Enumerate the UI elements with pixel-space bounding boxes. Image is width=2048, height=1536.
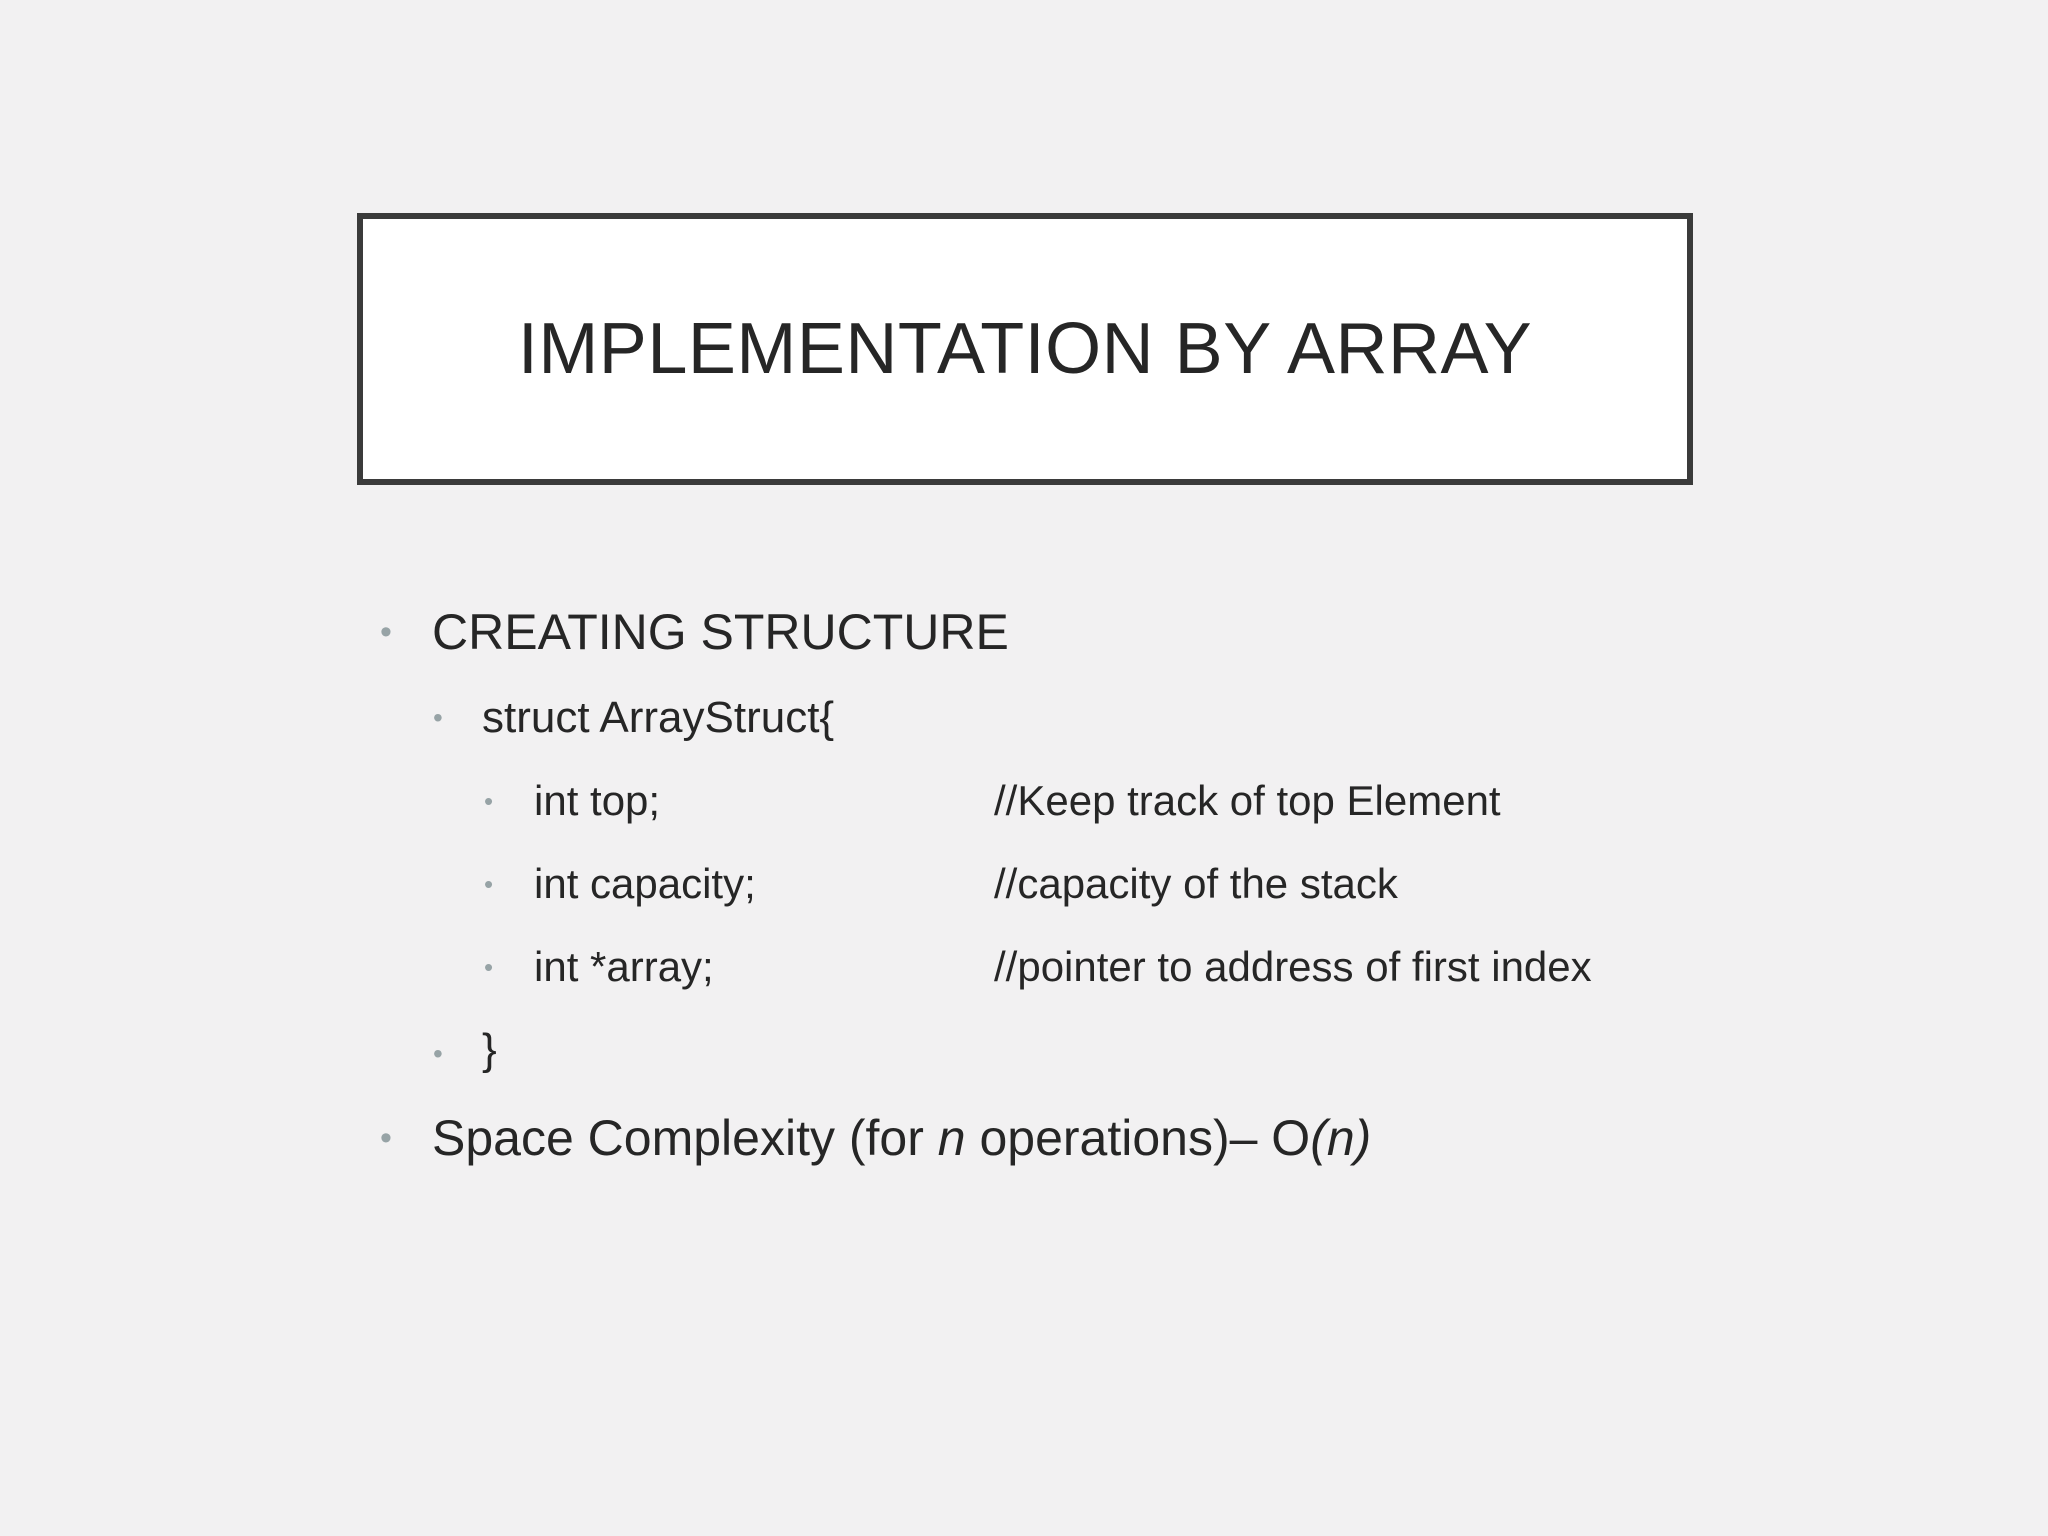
- bullet-space-complexity: [432, 1109, 1371, 1167]
- slide-title: IMPLEMENTATION BY ARRAY: [517, 309, 1533, 389]
- field-comment-capacity: //capacity of the stack: [994, 860, 1398, 907]
- bullet-struct-close: }: [482, 1025, 497, 1074]
- bullet-dot: •: [484, 869, 494, 899]
- bullet-creating-structure: CREATING STRUCTURE: [432, 604, 1009, 660]
- title-box: [357, 213, 1693, 485]
- bullet-dot: •: [433, 1038, 443, 1069]
- field-code-top: int top;: [534, 777, 661, 824]
- space-complexity-middle: operations)– O: [965, 1110, 1311, 1166]
- bullet-struct-open: struct ArrayStruct{: [482, 693, 835, 742]
- field-comment-top: //Keep track of top Element: [994, 777, 1501, 824]
- bullet-dot: •: [484, 952, 494, 982]
- bullet-dot: •: [380, 1119, 392, 1157]
- space-complexity-var: n: [937, 1110, 966, 1166]
- field-comment-array: //pointer to address of first index: [994, 943, 1592, 990]
- bullet-dot: •: [380, 613, 392, 651]
- space-complexity-suffix: (n): [1310, 1110, 1372, 1166]
- field-code-array: int *array;: [534, 943, 714, 990]
- bullet-dot: •: [484, 786, 494, 816]
- space-complexity-prefix: Space Complexity (for: [432, 1110, 938, 1166]
- bullet-dot: •: [433, 702, 443, 733]
- field-code-capacity: int capacity;: [534, 860, 756, 907]
